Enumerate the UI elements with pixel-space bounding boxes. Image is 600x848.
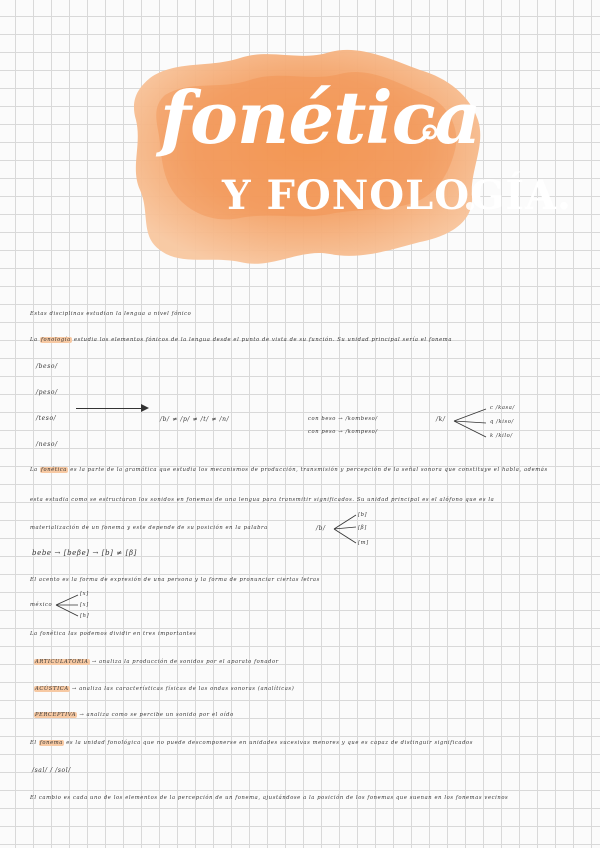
k-label: /k/ <box>436 416 446 423</box>
articulatoria-desc: → analiza la producción de sonidos por el aparato fonador <box>91 659 279 665</box>
term-fonema: fonema <box>39 740 63 746</box>
note-tipos: La fonética las podemos dividir en tres importantes <box>30 631 197 637</box>
k-example-1: c /kasa/ <box>490 405 515 411</box>
term-perceptiva: PERCEPTIVA <box>35 712 77 718</box>
b-allophone-2: [β] <box>358 525 367 531</box>
arrow-right-icon <box>141 404 149 412</box>
title-line-1: fonética <box>160 75 481 160</box>
term-fonetica: fonética <box>41 467 67 473</box>
type-articulatoria <box>34 659 279 665</box>
example-con-beso: con beso → /kombeso/ <box>308 416 378 422</box>
note-fonetica-line3: materialización de un fonema y este depende de su posición en la palabra <box>30 525 268 531</box>
term-articulatoria: ARTICULATORIA <box>35 659 89 665</box>
b-allophone-3: [m] <box>358 540 369 546</box>
note-fonema <box>30 740 473 746</box>
perceptiva-desc: → analiza como se percibe un sonido por el oído <box>79 712 234 718</box>
note-bebe: bebe → [beβe] → [b] ≠ [β] <box>32 549 137 557</box>
example-sal-sol: /sal/ / /sol/ <box>32 767 71 774</box>
arrow-line <box>76 408 142 409</box>
note-fonema-pre: El <box>30 740 37 746</box>
type-acustica <box>34 686 294 692</box>
title-line-2: Y FONOLOGÍA. <box>222 172 572 219</box>
mexico-sound-1: [x] <box>80 591 89 597</box>
b-allophone-1: [b] <box>358 512 368 518</box>
note-fonetica-rest: es la parte de la gramática que estudia los mecanismos de producción, transmisión y percepción de la señal sonora que constituye el habla, además <box>70 467 548 473</box>
k-example-2: q /kiso/ <box>490 419 514 425</box>
note-fonologia <box>30 337 452 343</box>
phoneme-contrast: /b/ ≠ /p/ ≠ /t/ ≠ /n/ <box>160 416 230 423</box>
note-fonetica-line2: esta estudia como se estructuran los sonidos en fonemas de una lengua para transmitir significados. Su unidad principal es el alófono que es la <box>30 497 495 503</box>
term-fonologia: fonología <box>41 337 71 343</box>
branch-arrows-icon <box>452 405 492 441</box>
example-con-peso: con peso → /kompeso/ <box>308 429 378 435</box>
note-fonetica <box>30 467 548 473</box>
note-fonologia-rest: estudia los elementos fónicos de la lengua desde el punto de vista de su función. Su unidad principal sería el fonema <box>74 337 453 343</box>
branch-arrows-icon <box>332 512 358 546</box>
word-peso: /peso/ <box>36 389 58 396</box>
word-beso: /beso/ <box>36 363 58 370</box>
note-acento: El acento es la forma de expresión de una persona y la forma de pronunciar ciertas letras <box>30 577 320 583</box>
k-example-3: k /kilo/ <box>490 433 513 439</box>
word-neso: /neso/ <box>36 441 58 448</box>
type-perceptiva <box>34 712 234 718</box>
word-mexico: méxico <box>30 602 53 608</box>
term-acustica: ACÚSTICA <box>35 686 69 692</box>
note-fonetica-pre: La <box>30 467 38 473</box>
branch-arrows-icon <box>54 592 80 620</box>
note-intro: Estas disciplinas estudian la lengua a nivel fónico <box>30 311 192 317</box>
note-fonema-rest: es la unidad fonológica que no puede descomponerse en unidades sucesivas menores y que es capaz de distinguir significados <box>66 740 473 746</box>
note-final: El cambio es cada uno de los elementos de la percepción de un fonema, ajustándose a la posición de los fonemas que suenan en los fonemas vecinos <box>30 795 509 801</box>
b-label: /b/ <box>316 525 326 532</box>
title-banner <box>0 0 600 290</box>
mexico-sound-2: [x] <box>80 602 89 608</box>
mexico-sound-3: [h] <box>80 613 90 619</box>
word-teso: /teso/ <box>36 415 57 422</box>
acustica-desc: → analiza las características físicas de las ondas sonoras (analíticas) <box>71 686 295 692</box>
note-fonologia-pre: La <box>30 337 38 343</box>
